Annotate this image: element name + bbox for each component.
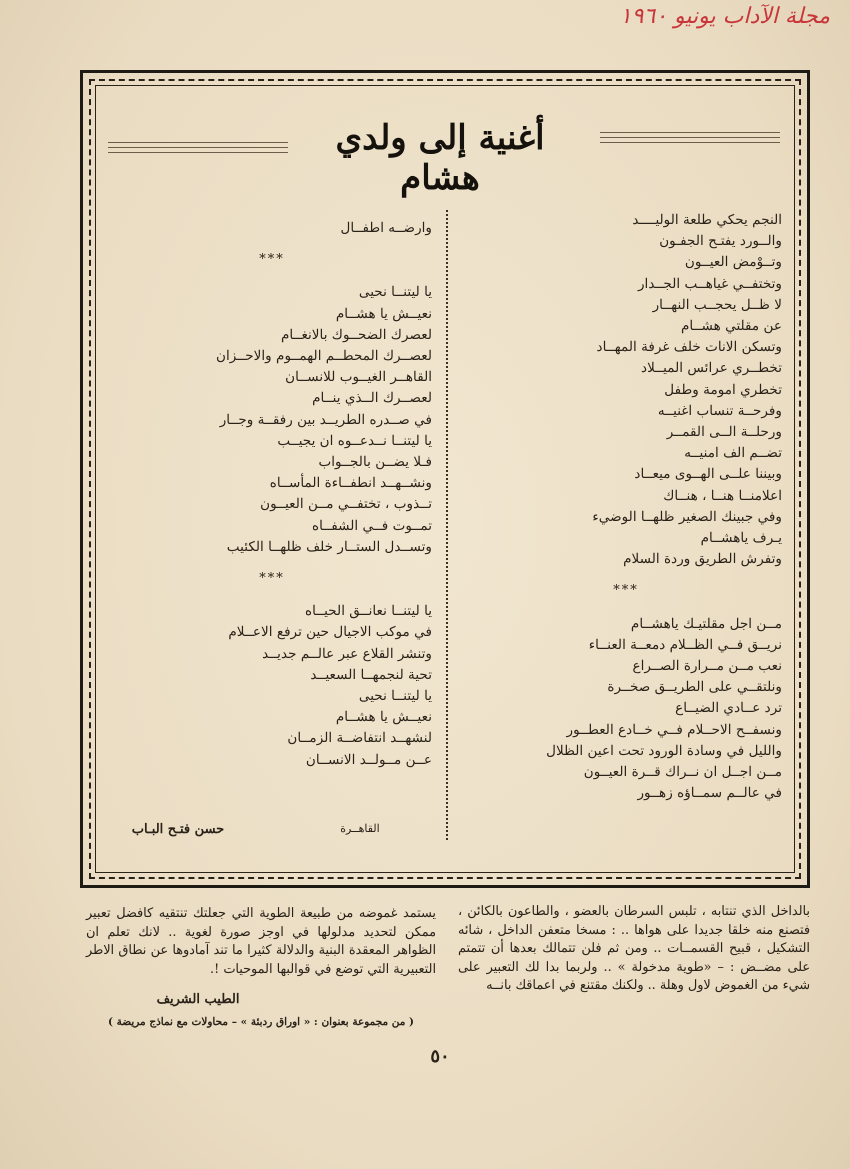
poet-name: حسن فتـح البـاب	[131, 822, 225, 837]
poem-line: تخطري امومة وطفل	[664, 381, 782, 398]
poem-line: يا ليتنــا نعانــق الحيــاه	[304, 603, 432, 620]
poem-line: النجم يحكي طلعة الوليــــد	[632, 212, 782, 228]
poem-line: عــن مــولــد الانســان	[305, 751, 432, 768]
stanza-left-1	[112, 282, 432, 558]
poem-line: وتفرش الطريق وردة السلام	[623, 551, 782, 568]
stanza-separator-stars: ***	[613, 583, 639, 599]
poem-column-left	[112, 218, 432, 771]
poem-line: نعيــش يا هشــام	[335, 305, 432, 322]
poem-line: ورحلــة الــى القمــر	[666, 424, 782, 441]
poem-line: نريــق فــي الظــلام دمعــة العنــاء	[588, 636, 782, 653]
poem-line: وتختفــي غياهــب الجــدار	[637, 275, 782, 292]
poem-line: وتسكن الانات خلف غرفة المهــاد	[596, 339, 782, 356]
poem-line: وتنشر القلاع عبر عالــم جديــد	[262, 645, 432, 662]
title-rule-right	[600, 132, 780, 146]
poem-line: في موكب الاجيال حين ترفع الاعــلام	[228, 624, 432, 641]
poem-line: لنشهــد انتفاضــة الزمــان	[287, 730, 432, 747]
poem-line: اعلامنــا هنــا ، هنــاك	[663, 487, 782, 504]
stanza-separator-stars: ***	[259, 252, 285, 268]
poem-title: أغنية إلى ولدي هشام	[335, 118, 545, 198]
poem-line: وفي جبينك الصغير ظلهــا الوضيء	[592, 508, 782, 525]
poem-line: يا ليتنــا نحيى	[358, 688, 432, 705]
poem-line: في عالــم سمــاؤه زهــور	[637, 785, 782, 802]
poem-line: وفرحــة تنساب اغنيــه	[657, 402, 782, 419]
poem-line: في صــدره الطريــد بين رفقــة وجــار	[219, 411, 432, 428]
poem-line: تخطــري عرائس الميــلاد	[641, 360, 782, 377]
stanza-right-1	[470, 210, 782, 570]
poem-line: وبيننا علــى الهــوى ميعــاد	[634, 466, 782, 483]
poem-line: لا ظــل يحجــب النهــار	[652, 296, 782, 313]
poem-line: لعصــرك المحطــم الهمــوم والاحــزان	[215, 348, 432, 365]
footer-author: الطيب الشريف	[156, 992, 240, 1007]
stanza-separator-stars: ***	[259, 571, 285, 587]
poem-line: لعصرك الضحــوك بالانغــام	[280, 326, 432, 343]
handwritten-annotation: مجلة الآداب يونيو ١٩٦٠	[619, 4, 830, 29]
poem-line: ونلتقــي على الطريــق صخــرة	[607, 679, 782, 696]
poem-line: وتســدل الستــار خلف ظلهــا الكئيب	[226, 538, 432, 555]
stanza-left-2	[112, 601, 432, 771]
footer-text-right: بالداخل الذي تنتابه ، تلبس السرطان بالعضو ، والطاعون بالكائن ، فتصنع منه خلقا جديدا على هواها .. : مسخا متعفن الداخل ، شائه التشكيل ، قبيح القسمــات .. ومن ثم فلن تتمالك بعدها أن تتمتم على مضــض : – «طوية مدخولة » .. ولربما بدا لك التعبير على شيء من الغموض لاول وهلة .. ولكنك مقتنع في اعماقك بانــه	[458, 904, 810, 994]
poem-line: يا ليتنــا نــدعــوه ان يجيــب	[277, 432, 432, 449]
poem-line: تــذوب ، تختفــي مــن العيــون	[260, 496, 432, 513]
stanza-right-2	[470, 614, 782, 805]
poem-line: نعيــش يا هشــام	[335, 709, 432, 726]
poem-line: ونشــهــد انطفــاءة المأســاه	[269, 475, 432, 492]
page-number: ٥٠	[430, 1046, 450, 1067]
poem-line: فـلا يضــن بالجــواب	[318, 454, 432, 471]
poem-line: يا ليتنــا نحيى	[358, 284, 432, 301]
poem-line: تحية لنجمهــا السعيــد	[310, 666, 432, 683]
poem-line: والــورد يفتـح الجفـون	[659, 233, 782, 250]
poem-line: القاهــر الغيــوب للانســان	[285, 369, 432, 386]
title-rule-left	[108, 142, 288, 156]
footer-text-left: يستمد غموضه من طبيعة الطوية التي جعلتك تنتقيه كافضل تعبير ممكن لتحديد مدلولها في اوجز صورة لغوية .. لانك تعلم ان الظواهر المعقدة البنية والدلالة كثيرا ما تند آمادوها عن نطاق الاطر التعبيرية التي توضع في قوالبها الموحيات !.	[86, 906, 436, 977]
poem-column-right	[470, 210, 782, 804]
poem-line: وارضــه اطفــال	[340, 220, 432, 236]
poem-line: نعب مــن مــرارة الصــراع	[632, 658, 782, 675]
poem-line: عن مقلتي هشــام	[680, 318, 782, 335]
column-divider	[446, 210, 454, 840]
poem-line: وتــوْمض العيــون	[684, 254, 782, 271]
footer-source: ( من مجموعة بعنوان : « اوراق ردبئة » – محاولات مع نماذج مريضة )	[107, 1016, 415, 1028]
poem-line: ونسفــح الاحــلام فــي خــادع العطــور	[566, 721, 782, 738]
poem-line: تضــم الف امنيــه	[684, 445, 782, 462]
poem-line: والليل في وسادة الورود تحت اعين الظلال	[546, 742, 782, 759]
poem-line: يـرف ياهشــام	[700, 530, 782, 547]
poem-line: تمــوت فــي الشفــاه	[311, 517, 432, 534]
poem-city: القاهــرة	[340, 822, 380, 835]
poem-line: مــن اجل مقلتيـك ياهشــام	[630, 615, 782, 632]
poem-line: مــن اجــل ان نــراك قــرة العيــون	[583, 764, 782, 781]
poem-line: ترد عــادي الضيــاع	[675, 700, 782, 717]
poem-line: لعصــرك الــذي ينــام	[312, 390, 432, 407]
